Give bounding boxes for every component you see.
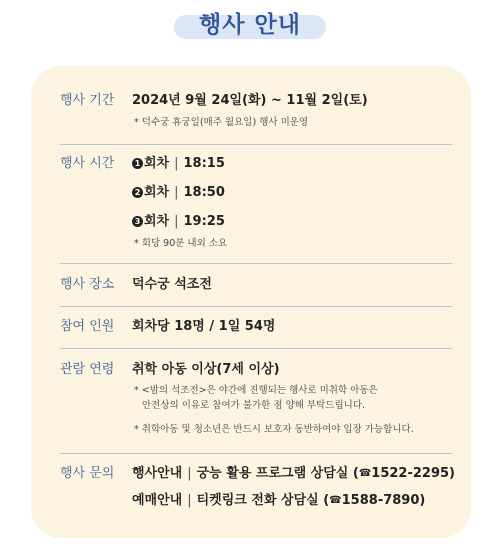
session-name: 회차 — [144, 156, 170, 171]
session-time: 18:50 — [183, 185, 225, 200]
capacity-row — [60, 317, 452, 337]
phone-icon: ☎ — [329, 495, 342, 506]
session-time: 19:25 — [183, 214, 225, 229]
period-value: 2024년 9월 24일(화) ~ 11월 2일(토) — [132, 93, 368, 108]
divider — [60, 306, 452, 307]
session-name: 회차 — [144, 185, 170, 200]
contact-label: 행사 문의 — [60, 466, 115, 481]
contact-item-1: 행사안내 | 궁능 활용 프로그램 상담실 (☎1522-2295) — [132, 464, 455, 484]
paren-close: ) — [419, 493, 426, 508]
contact-row — [60, 464, 455, 520]
phone-icon: ☎ — [358, 468, 372, 479]
age-row — [60, 360, 452, 450]
session-time: 18:15 — [183, 156, 225, 171]
title-banner — [0, 8, 500, 42]
divider — [60, 263, 452, 264]
session-name: 회차 — [144, 214, 170, 229]
place-row — [60, 275, 452, 295]
time-note: * 회당 90분 내외 소요 — [134, 238, 228, 249]
contact-name: 예매안내 — [132, 493, 183, 508]
period-row — [60, 91, 452, 131]
capacity-label: 참여 인원 — [60, 319, 115, 334]
contact-name: 행사안내 — [132, 466, 183, 481]
contact-desc: 티켓링크 전화 상담실 ( — [196, 493, 330, 508]
capacity-value: 회차당 18명 / 1일 54명 — [132, 319, 276, 334]
event-info-card — [31, 66, 471, 538]
age-note-2: * 취학아동 및 청소년은 반드시 보호자 동반하여야 입장 가능합니다. — [134, 424, 414, 435]
age-label: 관람 연령 — [60, 362, 115, 377]
number-3-icon: 3 — [132, 216, 143, 227]
time-label: 행사 시간 — [60, 156, 115, 171]
session-3: 3 회차 | 19:25 — [132, 212, 225, 232]
divider — [60, 348, 452, 349]
period-note: * 덕수궁 휴궁일(매주 월요일) 행사 미운영 — [134, 117, 309, 128]
phone-number[interactable]: 1522-2295 — [371, 466, 450, 481]
divider — [60, 144, 452, 145]
page-title: 행사 안내 — [199, 12, 301, 38]
number-2-icon: 2 — [132, 187, 143, 198]
place-value: 덕수궁 석조전 — [132, 277, 212, 292]
contact-item-2: 예매안내 | 티켓링크 전화 상담실 (☎1588-7890) — [132, 491, 425, 511]
contact-desc: 궁능 활용 프로그램 상담실 ( — [196, 466, 359, 481]
place-label: 행사 장소 — [60, 277, 115, 292]
period-label: 행사 기간 — [60, 93, 115, 108]
number-1-icon: 1 — [132, 158, 143, 169]
age-note-line-1: * <밤의 석조전>은 야간에 진행되는 행사로 미취학 아동은 — [134, 385, 378, 396]
time-row — [60, 154, 452, 252]
session-1: 1 회차 | 18:15 — [132, 154, 225, 174]
age-value: 취학 아동 이상(7세 이상) — [132, 362, 280, 377]
phone-number[interactable]: 1588-7890 — [341, 493, 420, 508]
age-note-line-2: 안전상의 이유로 참여가 불가한 점 양해 부탁드립니다. — [142, 400, 366, 411]
paren-close: ) — [449, 466, 455, 481]
divider — [60, 453, 452, 454]
session-2: 2 회차 | 18:50 — [132, 183, 225, 203]
